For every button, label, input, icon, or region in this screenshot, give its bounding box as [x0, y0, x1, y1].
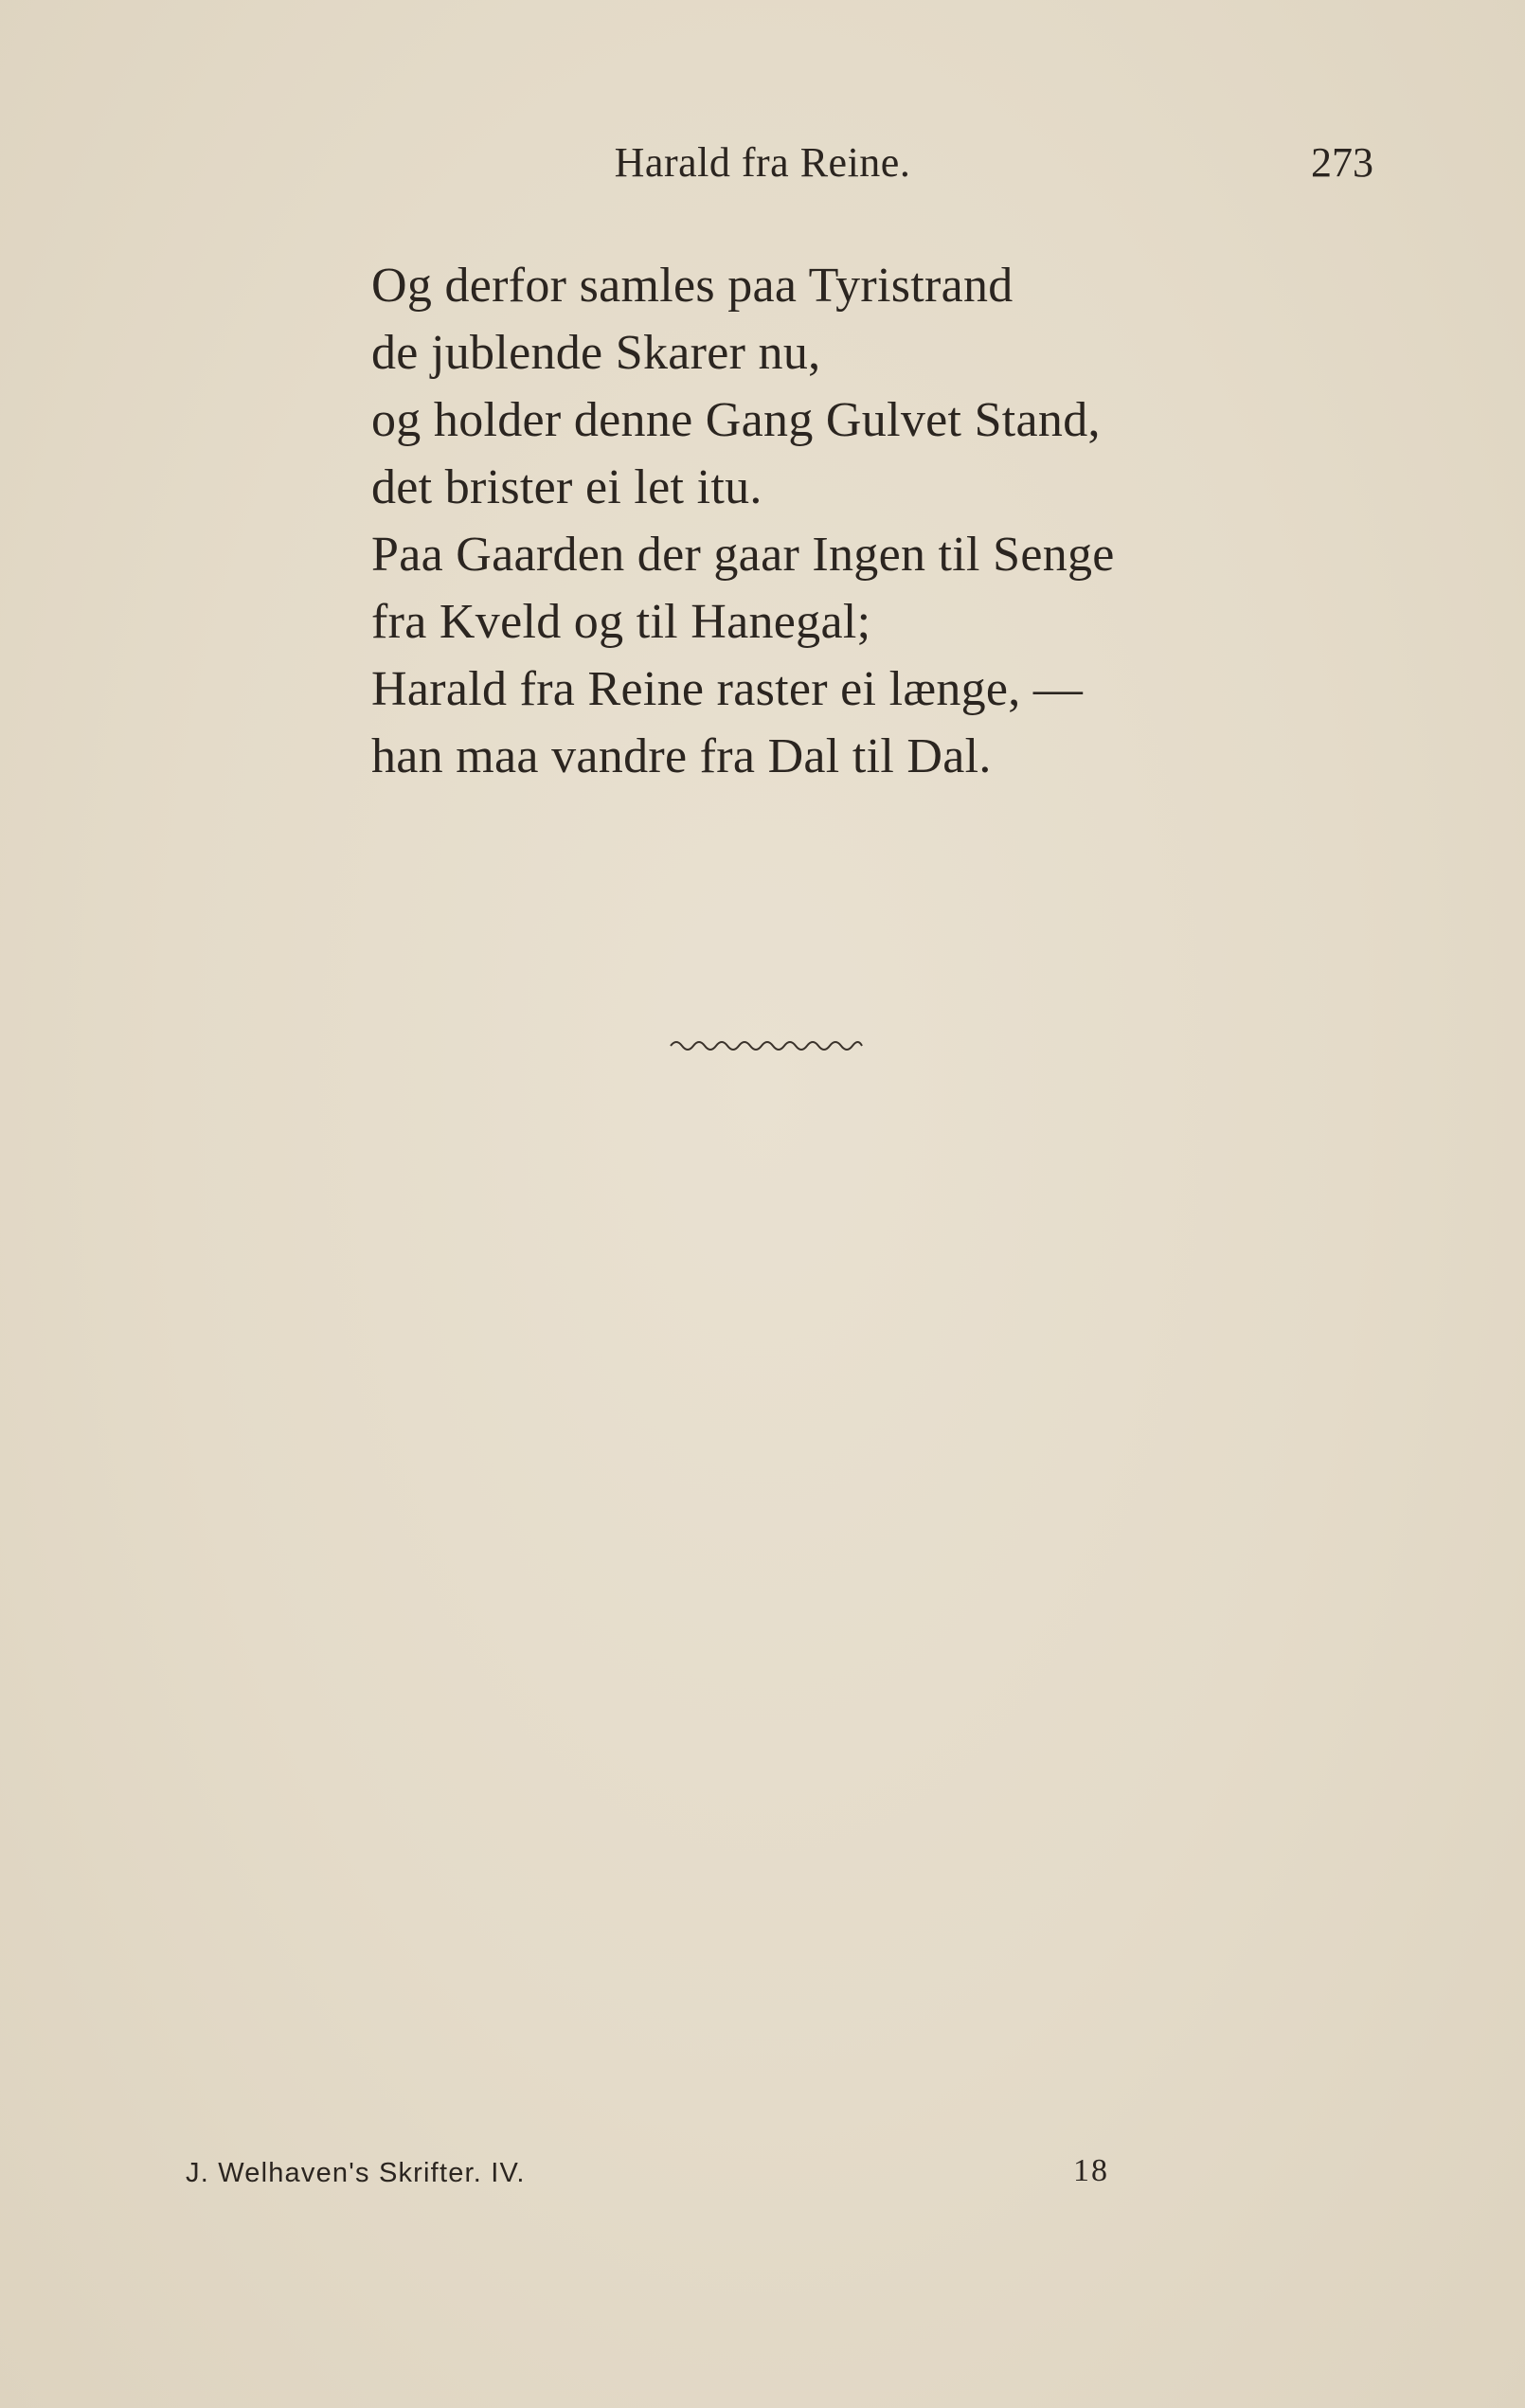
page-number: 273	[1311, 139, 1373, 186]
poem-line: han maa vandre fra Dal til Dal.	[371, 729, 992, 783]
footer-sheet-number: 18	[1073, 2153, 1109, 2188]
poem-line: fra Kveld og til Hanegal;	[371, 595, 871, 649]
poem-line: Harald fra Reine raster ei længe, —	[371, 662, 1084, 716]
running-title: Harald fra Reine.	[614, 139, 911, 186]
poem-line: og holder denne Gang Gulvet Stand,	[371, 393, 1101, 447]
wavy-rule-ornament-icon	[669, 1034, 864, 1057]
poem-line: Paa Gaarden der gaar Ingen til Senge	[371, 528, 1115, 582]
poem-line: de jublende Skarer nu,	[371, 326, 821, 380]
poem-line: det brister ei let itu.	[371, 460, 762, 514]
poem-line: Og derfor samles paa Tyristrand	[371, 259, 1014, 313]
footer-signature: J. Welhaven's Skrifter. IV.	[186, 2158, 526, 2188]
poem-stanza	[371, 252, 1319, 790]
